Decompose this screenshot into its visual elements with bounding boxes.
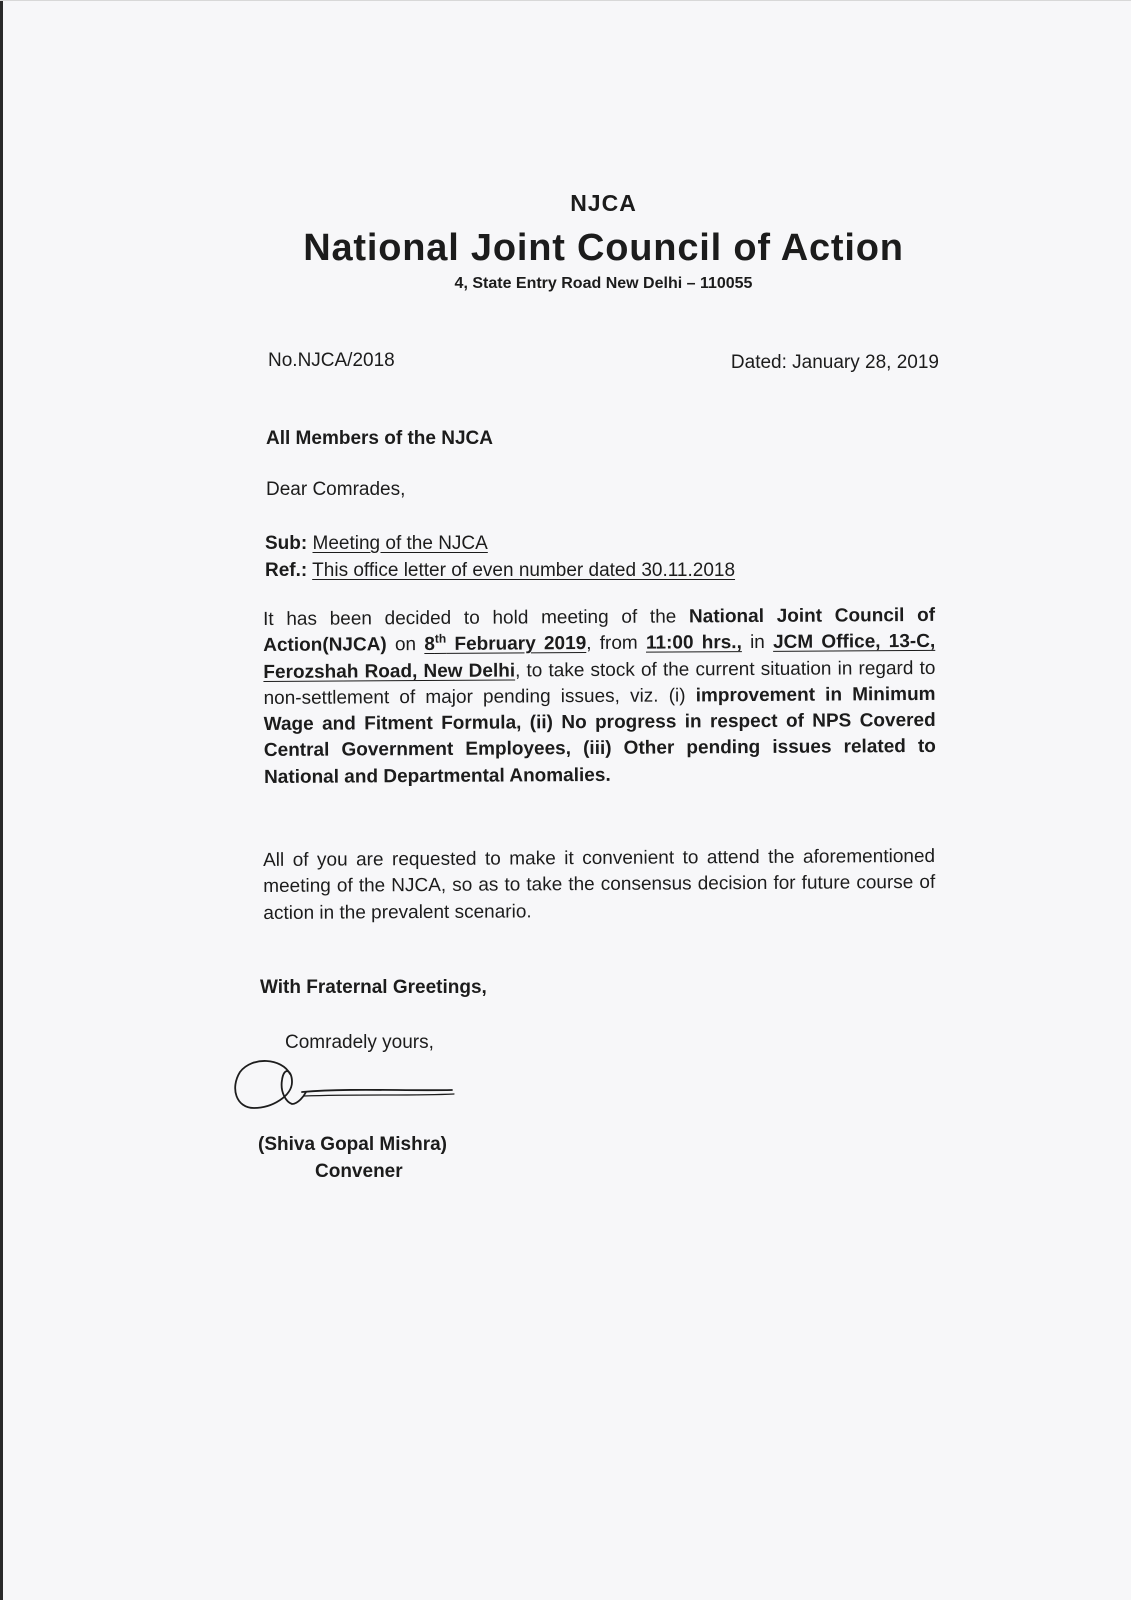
scan-top-edge: [0, 0, 1131, 1]
org-short-name: NJCA: [570, 190, 637, 216]
reference-text: This office letter of even number dated 30.11.2018: [312, 560, 736, 581]
salutation: Dear Comrades,: [266, 479, 406, 500]
p1-text-4: in: [741, 632, 774, 654]
reference-line: [265, 560, 735, 582]
meeting-date-suffix: th: [434, 631, 447, 646]
body-paragraph-2: All of you are requested to make it convenient to attend the aforementioned meeting of the NJCA, so as to take the consensus decision for future course of action in the prevalent scenario.: [263, 845, 936, 924]
meeting-date-month-year: February 2019: [446, 633, 587, 656]
subject-line: [265, 533, 488, 555]
reference-number: No.NJCA/2018: [268, 350, 395, 371]
p1-text-1: It has been decided to hold meeting of the: [263, 606, 690, 630]
meeting-date: [424, 633, 586, 655]
subject-label: Sub:: [265, 533, 308, 554]
p1-council-name: National Joint Council of Action(NJCA): [263, 604, 936, 657]
meeting-time: 11:00 hrs.,: [645, 632, 742, 654]
p1-text-3: , from: [586, 632, 647, 655]
meeting-venue: JCM Office, 13-C, Ferozshah Road, New Delhi: [263, 631, 936, 683]
scan-edge: [0, 0, 3, 1600]
handwritten-signature: [232, 1058, 472, 1128]
closing-greeting: With Fraternal Greetings,: [260, 977, 487, 998]
body-paragraph-1: [263, 603, 936, 791]
reference-label: Ref.:: [265, 560, 308, 581]
valediction: Comradely yours,: [285, 1032, 434, 1053]
p1-text-5: , to take stock of the current situation in regard to non-settlement of major pending issues, viz. (i): [263, 657, 936, 709]
signatory-title: Convener: [315, 1161, 403, 1182]
signatory-name: (Shiva Gopal Mishra): [258, 1134, 447, 1155]
meeting-date-day: 8: [424, 634, 435, 656]
org-address: 4, State Entry Road New Delhi – 110055: [454, 275, 753, 292]
letter-date: Dated: January 28, 2019: [730, 352, 939, 373]
addressee: All Members of the NJCA: [266, 428, 493, 449]
pending-issues: improvement in Minimum Wage and Fitment Formula, (ii) No progress in respect of NPS Covered Central Government Employees, (iii) Other pending issues related to National and Departmental Anomalies.: [263, 683, 936, 788]
org-full-name: National Joint Council of Action: [303, 227, 904, 269]
p1-text-2: on: [386, 634, 425, 656]
subject-text: Meeting of the NJCA: [312, 533, 488, 554]
